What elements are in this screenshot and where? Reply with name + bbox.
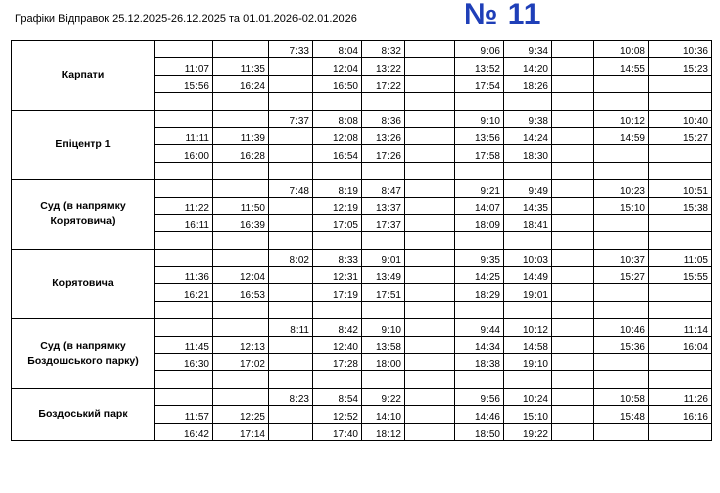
departure-time-cell — [552, 214, 594, 231]
departure-time-cell — [213, 180, 269, 197]
departure-time-cell: 17:58 — [455, 145, 504, 162]
departure-time-cell — [269, 162, 313, 179]
schedule-row — [12, 319, 712, 336]
departure-time-cell — [269, 214, 313, 231]
departure-time-cell — [552, 371, 594, 388]
departure-time-cell — [405, 93, 455, 110]
departure-time-cell: 15:27 — [649, 127, 712, 144]
departure-time-cell: 11:07 — [155, 58, 213, 75]
departure-time-cell — [405, 162, 455, 179]
departure-time-cell: 16:39 — [213, 214, 269, 231]
departure-time-cell — [269, 423, 313, 440]
departure-time-cell: 13:56 — [455, 127, 504, 144]
departure-time-cell — [269, 58, 313, 75]
departure-time-cell: 15:10 — [594, 197, 649, 214]
departure-time-cell: 18:26 — [504, 75, 552, 92]
departure-time-cell — [455, 371, 504, 388]
departure-time-cell — [405, 267, 455, 284]
departure-time-cell — [552, 93, 594, 110]
departure-time-cell: 10:36 — [649, 41, 712, 58]
departure-time-cell — [405, 388, 455, 405]
departure-time-cell: 10:58 — [594, 388, 649, 405]
departure-time-cell — [269, 336, 313, 353]
schedule-header — [0, 0, 720, 40]
departure-time-cell — [313, 93, 362, 110]
departure-time-cell — [594, 371, 649, 388]
departure-time-cell — [552, 406, 594, 423]
departure-time-cell — [213, 371, 269, 388]
departure-time-cell — [313, 232, 362, 249]
departure-time-cell — [594, 301, 649, 318]
departure-time-cell — [552, 423, 594, 440]
schedule-row — [12, 249, 712, 266]
departure-time-cell — [649, 145, 712, 162]
departure-time-cell — [362, 301, 405, 318]
departure-time-cell — [594, 232, 649, 249]
departure-time-cell — [552, 336, 594, 353]
stop-name: Корятовича — [12, 249, 155, 319]
departure-time-cell: 11:14 — [649, 319, 712, 336]
departure-time-cell — [213, 232, 269, 249]
departure-time-cell — [504, 162, 552, 179]
departure-time-cell — [405, 180, 455, 197]
departure-time-cell — [213, 110, 269, 127]
departure-time-cell — [504, 93, 552, 110]
departure-time-cell: 10:37 — [594, 249, 649, 266]
stop-name: Епіцентр 1 — [12, 110, 155, 180]
departure-time-cell: 7:37 — [269, 110, 313, 127]
departure-time-cell: 17:28 — [313, 354, 362, 371]
departure-time-cell: 15:10 — [504, 406, 552, 423]
departure-time-cell: 16:30 — [155, 354, 213, 371]
departure-time-cell — [455, 301, 504, 318]
departure-time-cell: 17:14 — [213, 423, 269, 440]
departure-time-cell — [552, 110, 594, 127]
departure-time-cell: 11:22 — [155, 197, 213, 214]
departure-time-cell: 17:22 — [362, 75, 405, 92]
departure-schedule-table — [11, 40, 712, 441]
departure-time-cell: 13:52 — [455, 58, 504, 75]
departure-time-cell: 13:37 — [362, 197, 405, 214]
departure-time-cell: 17:40 — [313, 423, 362, 440]
departure-time-cell: 18:38 — [455, 354, 504, 371]
departure-time-cell: 8:04 — [313, 41, 362, 58]
departure-time-cell: 9:22 — [362, 388, 405, 405]
departure-time-cell: 11:05 — [649, 249, 712, 266]
departure-time-cell: 19:22 — [504, 423, 552, 440]
departure-time-cell — [405, 371, 455, 388]
departure-time-cell — [405, 336, 455, 353]
departure-time-cell — [504, 232, 552, 249]
departure-time-cell: 12:19 — [313, 197, 362, 214]
departure-time-cell: 16:16 — [649, 406, 712, 423]
departure-time-cell — [269, 145, 313, 162]
departure-time-cell — [594, 214, 649, 231]
departure-time-cell — [405, 214, 455, 231]
departure-time-cell — [552, 319, 594, 336]
departure-time-cell: 8:36 — [362, 110, 405, 127]
departure-time-cell — [552, 145, 594, 162]
departure-time-cell: 13:58 — [362, 336, 405, 353]
departure-time-cell: 12:13 — [213, 336, 269, 353]
departure-time-cell: 10:03 — [504, 249, 552, 266]
departure-time-cell: 14:58 — [504, 336, 552, 353]
departure-time-cell — [313, 371, 362, 388]
departure-time-cell: 11:35 — [213, 58, 269, 75]
departure-time-cell — [552, 58, 594, 75]
departure-time-cell: 12:31 — [313, 267, 362, 284]
departure-time-cell — [594, 75, 649, 92]
departure-time-cell: 15:56 — [155, 75, 213, 92]
departure-time-cell: 10:08 — [594, 41, 649, 58]
departure-time-cell — [649, 301, 712, 318]
departure-time-cell — [649, 232, 712, 249]
departure-time-cell — [155, 371, 213, 388]
departure-time-cell — [269, 197, 313, 214]
departure-time-cell: 11:57 — [155, 406, 213, 423]
departure-time-cell: 16:28 — [213, 145, 269, 162]
stop-name: Боздоський парк — [12, 388, 155, 440]
departure-time-cell — [504, 301, 552, 318]
departure-time-cell: 12:04 — [313, 58, 362, 75]
departure-time-cell — [552, 180, 594, 197]
departure-time-cell — [552, 232, 594, 249]
departure-time-cell: 8:02 — [269, 249, 313, 266]
departure-time-cell: 18:30 — [504, 145, 552, 162]
departure-time-cell: 14:59 — [594, 127, 649, 144]
departure-time-cell: 11:50 — [213, 197, 269, 214]
departure-time-cell: 17:02 — [213, 354, 269, 371]
departure-time-cell — [649, 354, 712, 371]
departure-time-cell: 14:25 — [455, 267, 504, 284]
departure-time-cell: 13:22 — [362, 58, 405, 75]
schedule-row — [12, 41, 712, 58]
departure-time-cell — [269, 284, 313, 301]
departure-time-cell — [362, 162, 405, 179]
schedule-row — [12, 388, 712, 405]
departure-time-cell: 14:07 — [455, 197, 504, 214]
departure-time-cell — [552, 249, 594, 266]
departure-time-cell — [213, 249, 269, 266]
departure-time-cell: 10:24 — [504, 388, 552, 405]
departure-time-cell — [649, 93, 712, 110]
departure-time-cell: 16:53 — [213, 284, 269, 301]
departure-time-cell: 9:35 — [455, 249, 504, 266]
departure-time-cell: 11:39 — [213, 127, 269, 144]
departure-time-cell: 18:00 — [362, 354, 405, 371]
departure-time-cell — [552, 127, 594, 144]
departure-time-cell: 15:23 — [649, 58, 712, 75]
departure-time-cell — [649, 75, 712, 92]
departure-time-cell — [269, 267, 313, 284]
departure-time-cell: 17:37 — [362, 214, 405, 231]
departure-time-cell: 11:36 — [155, 267, 213, 284]
departure-time-cell — [649, 371, 712, 388]
departure-time-cell: 7:48 — [269, 180, 313, 197]
departure-time-cell: 12:04 — [213, 267, 269, 284]
departure-time-cell: 12:08 — [313, 127, 362, 144]
departure-time-cell: 13:49 — [362, 267, 405, 284]
departure-time-cell: 17:51 — [362, 284, 405, 301]
departure-time-cell: 9:06 — [455, 41, 504, 58]
departure-time-cell — [269, 127, 313, 144]
departure-time-cell: 8:42 — [313, 319, 362, 336]
departure-time-cell — [213, 41, 269, 58]
departure-time-cell — [552, 41, 594, 58]
departure-time-cell — [269, 371, 313, 388]
stop-name: Суд (в напрямку Боздошського парку) — [12, 319, 155, 389]
departure-time-cell: 16:24 — [213, 75, 269, 92]
departure-time-cell — [455, 162, 504, 179]
departure-time-cell: 12:25 — [213, 406, 269, 423]
departure-time-cell — [455, 93, 504, 110]
departure-time-cell: 15:48 — [594, 406, 649, 423]
schedule-subtitle: Графіки Відправок 25.12.2025-26.12.2025 та 01.01.2026-02.01.2026 — [15, 13, 357, 25]
departure-time-cell — [552, 354, 594, 371]
departure-time-cell: 9:38 — [504, 110, 552, 127]
departure-time-cell — [213, 93, 269, 110]
departure-time-cell: 8:47 — [362, 180, 405, 197]
departure-time-cell: 10:51 — [649, 180, 712, 197]
departure-time-cell — [552, 75, 594, 92]
departure-time-cell: 18:12 — [362, 423, 405, 440]
departure-time-cell: 16:00 — [155, 145, 213, 162]
departure-time-cell: 9:21 — [455, 180, 504, 197]
departure-time-cell: 9:10 — [455, 110, 504, 127]
departure-time-cell: 15:27 — [594, 267, 649, 284]
schedule-row — [12, 180, 712, 197]
route-number: № 11 — [464, 0, 542, 31]
departure-time-cell — [455, 232, 504, 249]
departure-time-cell: 8:54 — [313, 388, 362, 405]
departure-time-cell — [313, 162, 362, 179]
departure-time-cell: 11:26 — [649, 388, 712, 405]
departure-time-cell — [269, 232, 313, 249]
departure-time-cell — [594, 354, 649, 371]
departure-time-cell: 10:12 — [504, 319, 552, 336]
departure-time-cell — [155, 388, 213, 405]
departure-time-cell — [155, 41, 213, 58]
departure-time-cell — [594, 162, 649, 179]
departure-time-cell — [405, 232, 455, 249]
departure-time-cell: 14:20 — [504, 58, 552, 75]
departure-time-cell: 11:45 — [155, 336, 213, 353]
departure-time-cell — [405, 145, 455, 162]
departure-time-cell — [155, 162, 213, 179]
departure-time-cell: 8:19 — [313, 180, 362, 197]
departure-time-cell — [405, 406, 455, 423]
departure-time-cell — [362, 371, 405, 388]
departure-time-cell — [405, 127, 455, 144]
departure-time-cell — [269, 301, 313, 318]
departure-time-cell: 17:26 — [362, 145, 405, 162]
departure-time-cell — [405, 249, 455, 266]
departure-time-cell — [213, 301, 269, 318]
stop-name: Суд (в напрямку Корятовича) — [12, 180, 155, 250]
departure-time-cell — [552, 197, 594, 214]
departure-time-cell — [362, 232, 405, 249]
departure-time-cell — [405, 284, 455, 301]
departure-time-cell: 14:34 — [455, 336, 504, 353]
departure-time-cell: 13:26 — [362, 127, 405, 144]
departure-time-cell — [155, 232, 213, 249]
departure-time-cell: 9:34 — [504, 41, 552, 58]
departure-time-cell: 10:40 — [649, 110, 712, 127]
departure-time-cell: 10:23 — [594, 180, 649, 197]
departure-time-cell — [405, 319, 455, 336]
departure-time-cell — [155, 319, 213, 336]
departure-time-cell — [594, 93, 649, 110]
departure-time-cell: 16:04 — [649, 336, 712, 353]
departure-time-cell — [552, 267, 594, 284]
departure-time-cell — [405, 301, 455, 318]
departure-time-cell: 18:50 — [455, 423, 504, 440]
departure-time-cell: 8:11 — [269, 319, 313, 336]
departure-time-cell: 12:40 — [313, 336, 362, 353]
departure-time-cell — [155, 249, 213, 266]
departure-time-cell — [649, 284, 712, 301]
departure-time-cell — [213, 388, 269, 405]
departure-time-cell: 16:54 — [313, 145, 362, 162]
departure-time-cell: 8:08 — [313, 110, 362, 127]
departure-time-cell: 14:24 — [504, 127, 552, 144]
departure-time-cell — [155, 301, 213, 318]
departure-time-cell: 14:49 — [504, 267, 552, 284]
departure-time-cell — [649, 423, 712, 440]
departure-time-cell — [313, 301, 362, 318]
departure-time-cell — [405, 75, 455, 92]
departure-time-cell — [504, 371, 552, 388]
departure-time-cell: 10:46 — [594, 319, 649, 336]
departure-time-cell: 16:11 — [155, 214, 213, 231]
departure-time-cell: 16:42 — [155, 423, 213, 440]
departure-time-cell: 19:10 — [504, 354, 552, 371]
departure-time-cell — [552, 284, 594, 301]
departure-time-cell: 11:11 — [155, 127, 213, 144]
departure-time-cell — [405, 41, 455, 58]
departure-time-cell: 18:29 — [455, 284, 504, 301]
departure-time-cell: 17:05 — [313, 214, 362, 231]
departure-time-cell — [405, 423, 455, 440]
departure-time-cell: 15:38 — [649, 197, 712, 214]
departure-time-cell: 14:10 — [362, 406, 405, 423]
departure-time-cell — [405, 354, 455, 371]
departure-time-cell: 14:46 — [455, 406, 504, 423]
departure-time-cell — [362, 93, 405, 110]
departure-time-cell: 15:55 — [649, 267, 712, 284]
departure-time-cell: 8:23 — [269, 388, 313, 405]
departure-time-cell: 7:33 — [269, 41, 313, 58]
departure-time-cell: 19:01 — [504, 284, 552, 301]
departure-time-cell — [552, 388, 594, 405]
departure-time-cell — [405, 58, 455, 75]
departure-time-cell: 8:32 — [362, 41, 405, 58]
departure-time-cell: 9:10 — [362, 319, 405, 336]
departure-time-cell: 17:19 — [313, 284, 362, 301]
departure-time-cell — [405, 110, 455, 127]
departure-time-cell — [213, 162, 269, 179]
departure-time-cell: 9:49 — [504, 180, 552, 197]
departure-time-cell: 10:12 — [594, 110, 649, 127]
departure-time-cell: 9:44 — [455, 319, 504, 336]
departure-time-cell — [552, 162, 594, 179]
departure-time-cell: 18:41 — [504, 214, 552, 231]
departure-time-cell: 9:56 — [455, 388, 504, 405]
departure-time-cell: 17:54 — [455, 75, 504, 92]
departure-time-cell — [649, 214, 712, 231]
departure-time-cell — [269, 354, 313, 371]
departure-time-cell — [155, 93, 213, 110]
departure-time-cell — [269, 93, 313, 110]
departure-time-cell — [269, 75, 313, 92]
departure-time-cell — [594, 284, 649, 301]
departure-time-cell — [594, 145, 649, 162]
departure-time-cell — [155, 110, 213, 127]
departure-time-cell — [552, 301, 594, 318]
departure-time-cell: 9:01 — [362, 249, 405, 266]
departure-time-cell — [155, 180, 213, 197]
schedule-body — [12, 41, 712, 441]
departure-time-cell — [269, 406, 313, 423]
departure-time-cell — [649, 162, 712, 179]
departure-time-cell: 18:09 — [455, 214, 504, 231]
departure-time-cell — [405, 197, 455, 214]
departure-time-cell: 12:52 — [313, 406, 362, 423]
departure-time-cell: 16:50 — [313, 75, 362, 92]
departure-time-cell: 16:21 — [155, 284, 213, 301]
stop-name: Карпати — [12, 41, 155, 111]
departure-time-cell — [594, 423, 649, 440]
departure-time-cell: 14:55 — [594, 58, 649, 75]
departure-time-cell — [213, 319, 269, 336]
departure-time-cell: 14:35 — [504, 197, 552, 214]
schedule-row — [12, 110, 712, 127]
departure-time-cell: 15:36 — [594, 336, 649, 353]
departure-time-cell: 8:33 — [313, 249, 362, 266]
